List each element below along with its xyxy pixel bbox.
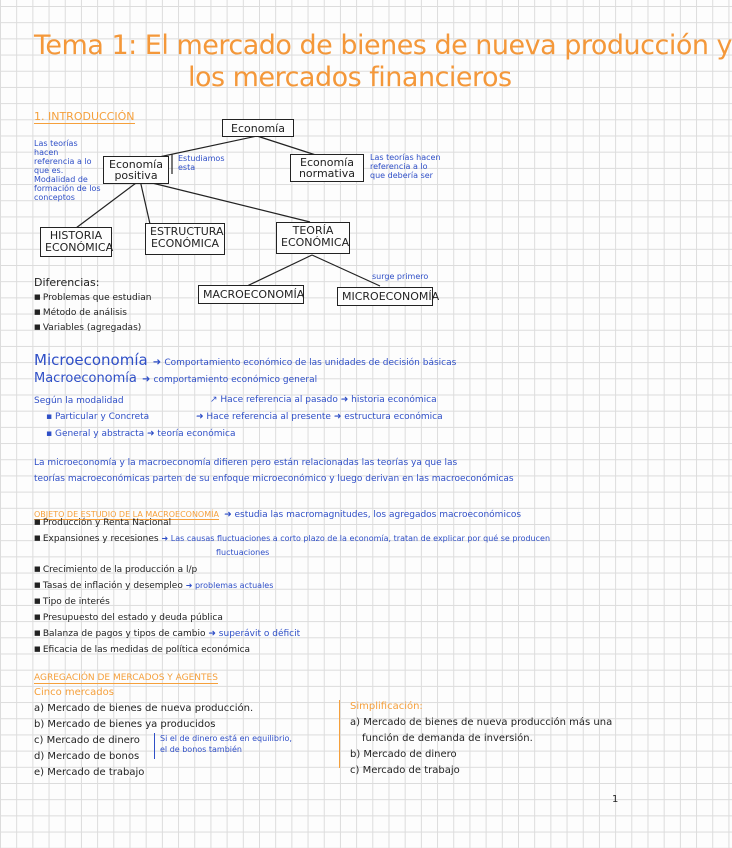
list-item: c) Mercado de dinero — [34, 735, 140, 746]
inflacion-text: ■ Tasas de inflación y desempleo — [34, 581, 183, 591]
note-positiva-line: que es. — [34, 166, 64, 175]
balanza-text: ■ Balanza de pagos y tipos de cambio — [34, 629, 206, 639]
balanza-note: superávit o déficit — [218, 629, 301, 639]
list-item: b) Mercado de dinero — [350, 749, 457, 760]
objeto-heading-def: estudia las macromagnitudes, los agregados macroeconómicos — [234, 510, 522, 520]
box-macroeconomia — [198, 285, 304, 304]
list-item: ■ Crecimiento de la producción a l/p — [34, 565, 197, 575]
parrafo-line1: La microeconomía y la macroeconomía difieren pero están relacionadas las teorías ya que las — [34, 458, 458, 468]
diferencias-heading: Diferencias: — [34, 276, 100, 289]
section-heading-introduccion: 1. INTRODUCCIÓN — [34, 110, 135, 123]
normativa-line1: Economía — [300, 156, 354, 169]
page-number: 1 — [612, 794, 619, 805]
macro-term: Macroeconomía — [34, 371, 137, 386]
modalidad-label: Según la modalidad — [34, 396, 124, 406]
micro-def: Comportamiento económico de las unidades de decisión básicas — [164, 358, 457, 368]
note-positiva-line: referencia a lo — [34, 157, 92, 166]
definicion-micro: Microeconomía ➜ Comportamiento económico de las unidades de decisión básicas — [34, 351, 457, 369]
list-item: d) Mercado de bonos — [34, 751, 140, 762]
box-economia-normativa — [290, 154, 364, 182]
modalidad-general: ▪ General y abstracta ➜ teoría económica — [46, 429, 236, 439]
objeto-heading-row: OBJETO DE ESTUDIO DE LA MACROECONOMÍA ➜ estudia las macromagnitudes, los agregados macroeconómicos — [34, 510, 522, 520]
list-item: ■ Variables (agregadas) — [34, 323, 141, 333]
estructura-line2: ECONÓMICA — [150, 237, 220, 250]
note-normativa-line: referencia a lo — [370, 162, 428, 171]
note-estudiamos-line2: esta — [178, 163, 196, 172]
historia-line2: ECONÓMICA — [45, 241, 114, 254]
teoria-line1: TEORÍA — [292, 224, 334, 237]
box-teoria-economica — [276, 222, 350, 254]
definicion-macro: Macroeconomía ➜ comportamiento económico general — [34, 371, 318, 386]
note-normativa — [370, 153, 441, 180]
box-economia-positiva — [103, 156, 169, 184]
list-item: ■ Producción y Renta Nacional — [34, 518, 171, 528]
list-item: ■ Presupuesto del estado y deuda pública — [34, 613, 223, 623]
box-economia-label: Economía — [231, 122, 285, 135]
modalidad-particular: ▪ Particular y Concreta — [46, 412, 150, 422]
parrafo-line2: teorías macroeconómicas parten de su enfoque microeconómico y luego derivan en las macroeconómicas — [34, 474, 514, 484]
agregacion-sub: Cinco mercados — [34, 687, 114, 698]
note-positiva-line: Las teorías hacen — [34, 139, 78, 157]
dinero-note-line1: Si el de dinero está en equilibrio, — [160, 734, 292, 743]
list-item-balanza: ■ Balanza de pagos y tipos de cambio ➜ superávit o déficit — [34, 629, 300, 639]
particular-text: Particular y Concreta — [54, 412, 150, 422]
note-estudiamos-line1: Estudiamos — [178, 154, 225, 163]
historia-text: historia económica — [351, 395, 437, 405]
box-economia — [222, 119, 294, 137]
note-estudiamos — [178, 154, 225, 172]
recesiones-note-line1: Las causas fluctuaciones a corto plazo de la economía, tratan de explicar por qué se producen — [170, 534, 551, 543]
presente-text: Hace referencia al presente — [206, 412, 331, 422]
note-positiva — [34, 139, 102, 202]
list-item-recesiones: ■ Expansiones y recesiones ➜ Las causas fluctuaciones a corto plazo de la economía, tratan de explicar por qué se producen — [34, 534, 550, 544]
dinero-note-line2: el de bonos también — [160, 745, 243, 754]
macro-def: comportamiento económico general — [153, 375, 318, 385]
modalidad-presente: ➜ Hace referencia al presente ➜ estructura económica — [196, 412, 443, 422]
objeto-heading: OBJETO DE ESTUDIO DE LA MACROECONOMÍA — [34, 510, 219, 519]
box-historia-economica — [40, 227, 112, 257]
box-microeconomia — [337, 287, 440, 306]
dinero-bracket — [154, 733, 155, 759]
page-title-line2: los mercados financieros — [188, 62, 512, 93]
macro-label: MACROECONOMÍA — [203, 288, 305, 301]
list-item: a) Mercado de bienes de nueva producción más una — [350, 717, 613, 728]
page-title: Tema 1: El mercado de bienes de nueva producción y — [34, 30, 732, 61]
general-text: General y abstracta — [54, 429, 145, 439]
note-positiva-line: conceptos — [34, 193, 75, 202]
note-normativa-line: que debería ser — [370, 171, 433, 180]
list-item: c) Mercado de trabajo — [350, 765, 460, 776]
agregacion-heading: AGREGACIÓN DE MERCADOS Y AGENTES — [34, 673, 218, 683]
estructura-line1: ESTRUCTURA — [150, 225, 224, 238]
list-item: ■ Método de análisis — [34, 308, 127, 318]
modalidad-pasado: ↗ Hace referencia al pasado ➜ historia económica — [210, 395, 437, 405]
historia-line1: HISTORIA — [49, 229, 103, 242]
normativa-line2: normativa — [298, 167, 356, 180]
micro-label: MICROECONOMÍA — [342, 290, 440, 303]
note-normativa-line: Las teorías hacen — [370, 153, 441, 162]
box-estructura-economica — [145, 223, 225, 255]
list-item: ■ Eficacia de las medidas de política económica — [34, 645, 250, 655]
note-surge-primero: surge primero — [372, 272, 429, 281]
recesiones-note-line2: fluctuaciones — [216, 548, 270, 557]
teoria-line2: ECONÓMICA — [281, 236, 350, 249]
list-item: ■ Tipo de interés — [34, 597, 110, 607]
list-item: función de demanda de inversión. — [362, 733, 533, 744]
teoria-text: teoría económica — [157, 429, 236, 439]
note-positiva-line: Modalidad de — [34, 175, 88, 184]
list-item: a) Mercado de bienes de nueva producción. — [34, 703, 254, 714]
note-positiva-line: formación de los — [34, 184, 101, 193]
pasado-text: Hace referencia al pasado — [220, 395, 338, 405]
list-item-inflacion: ■ Tasas de inflación y desempleo ➜ problemas actuales — [34, 581, 273, 591]
simplificacion-divider — [339, 700, 340, 768]
positiva-line1: Economía — [109, 158, 163, 171]
recesiones-text: ■ Expansiones y recesiones — [34, 534, 159, 544]
positiva-line2: positiva — [114, 169, 158, 182]
simplificacion-heading: Simplificación: — [350, 701, 423, 712]
inflacion-note: problemas actuales — [194, 581, 274, 590]
micro-term: Microeconomía — [34, 351, 148, 369]
list-item: ■ Problemas que estudian — [34, 293, 151, 303]
estructura-text: estructura económica — [344, 412, 443, 422]
list-item: b) Mercado de bienes ya producidos — [34, 719, 216, 730]
list-item: e) Mercado de trabajo — [34, 767, 145, 778]
